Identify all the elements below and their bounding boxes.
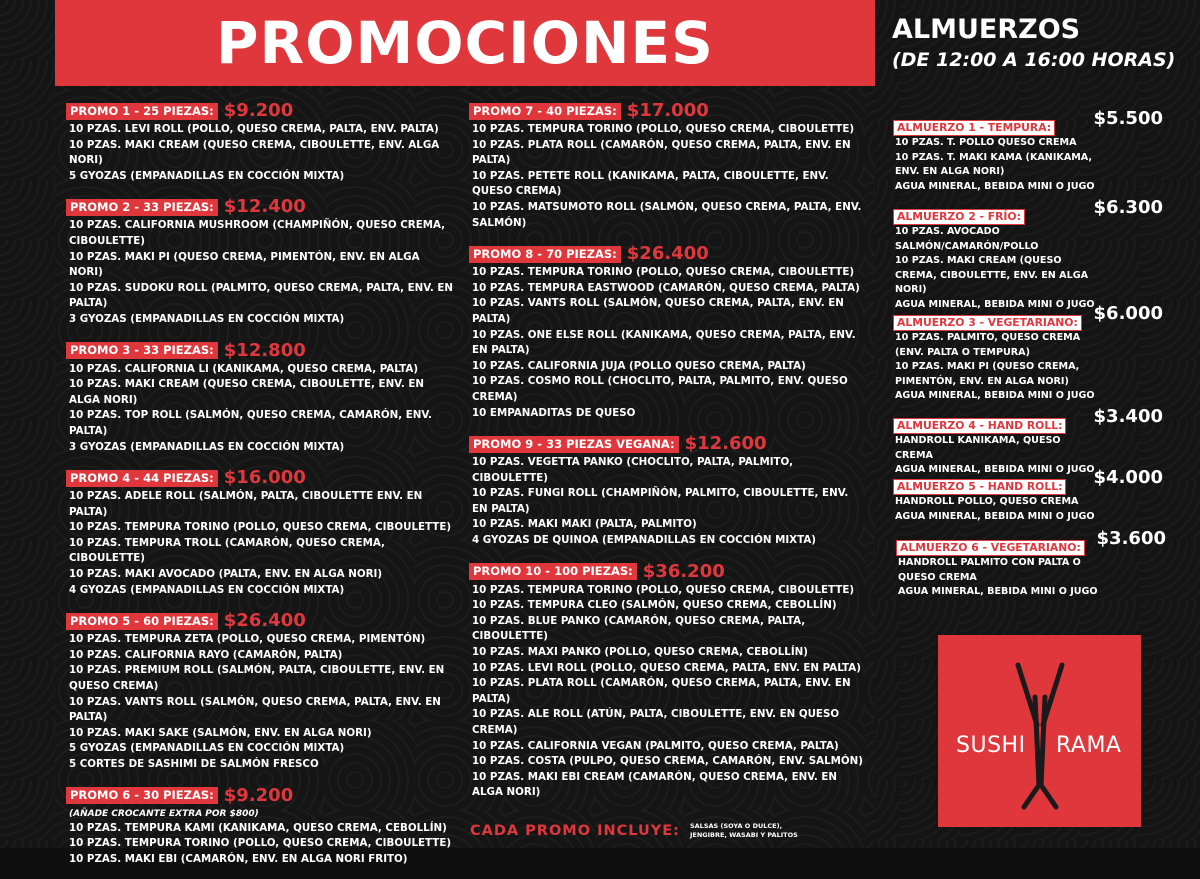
promo-item: 10 PZAS. FUNGI ROLL (CHAMPIÑÓN, PALMITO, CIBOULETTE, ENV. EN PALTA): [472, 487, 849, 515]
promo-price: $12.400: [223, 196, 306, 218]
chopsticks-icon: [938, 635, 1141, 827]
promo-item: 5 GYOZAS (EMPANADILLAS EN COCCIÓN MIXTA): [69, 742, 345, 755]
lunch-block: [893, 108, 1193, 194]
promo-header: [66, 100, 456, 122]
promo-header: [469, 433, 864, 455]
promo-item: 10 PZAS. TOP ROLL (SALMÓN, QUESO CREMA, CAMARÓN, ENV. PALTA): [69, 409, 432, 437]
promo-block: [66, 196, 456, 327]
promo-item: 10 PZAS. TEMPURA TORINO (POLLO, QUESO CREMA, CIBOULETTE): [472, 583, 855, 596]
promo-block: [66, 100, 456, 184]
promo-item: 3 GYOZAS (EMPANADILLAS EN COCCIÓN MIXTA): [69, 312, 345, 325]
promo-item: 5 GYOZAS (EMPANADILLAS EN COCCIÓN MIXTA): [69, 169, 345, 182]
lunch-header: [896, 528, 1196, 556]
promo-label: PROMO 9 - 33 PIEZAS VEGANA:: [469, 436, 679, 453]
promo-item: 10 PZAS. MAKI PI (QUESO CREMA, PIMENTÓN, ENV. EN ALGA NORI): [69, 250, 420, 279]
promo-item: 10 PZAS. MAKI CREAM (QUESO CREMA, CIBOULETTE, ENV. ALGA NORI): [69, 138, 440, 167]
promo-item: 10 PZAS. CALIFORNIA VEGAN (PALMITO, QUESO CREMA, PALTA): [472, 739, 839, 752]
lunch-header: [893, 197, 1193, 225]
promo-item: 10 PZAS. PLATA ROLL (CAMARÓN, QUESO CREMA, PALTA, ENV. EN PALTA): [472, 677, 851, 705]
promo-note: (AÑADE CROCANTE EXTRA POR $800): [69, 808, 259, 819]
promo-item: 10 PZAS. MAKI MAKI (PALTA, PALMITO): [472, 518, 697, 531]
promo-header: [66, 467, 456, 489]
lunch-item: 10 PZAS. AVOCADO SALMÓN/CAMARÓN/POLLO: [895, 226, 1039, 252]
promo-block: [66, 340, 456, 456]
promo-item: 4 GYOZAS DE QUINOA (EMPANADILLAS EN COCCIÓN MIXTA): [472, 534, 816, 547]
promo-item: 10 PZAS. MATSUMOTO ROLL (SALMÓN, QUESO CREMA, PALTA, ENV. SALMÓN): [472, 200, 862, 229]
promo-header: [66, 340, 456, 362]
promo-item: 10 PZAS. LEVI ROLL (POLLO, QUESO CREMA, PALTA, ENV. EN PALTA): [472, 661, 861, 674]
promo-item: 10 PZAS. VANTS ROLL (SALMÓN, QUESO CREMA, PALTA, ENV. EN PALTA): [69, 695, 441, 724]
promo-item: 10 PZAS. TEMPURA ZETA (POLLO, QUESO CREMA, PIMENTÓN): [69, 633, 426, 646]
promo-item: 10 PZAS. MAKI EBI CREAM (CAMARÓN, QUESO CREMA, ENV. EN ALGA NORI): [472, 770, 838, 799]
lunch-header: [893, 406, 1193, 434]
lunch-title: ALMUERZOS: [892, 14, 1081, 45]
promo-footer: [470, 818, 870, 844]
promo-label: PROMO 6 - 30 PIEZAS:: [66, 787, 218, 804]
promo-item: 10 PZAS. CALIFORNIA MUSHROOM (CHAMPIÑÓN, QUESO CREMA, CIBOULETTE): [69, 219, 446, 247]
lunch-item: 10 PZAS. MAKI PI (QUESO CREMA, PIMENTÓN, ENV. EN ALGA NORI): [895, 361, 1080, 387]
promo-item: 10 PZAS. COSMO ROLL (CHOCLITO, PALTA, PALMITO, ENV. QUESO CREMA): [472, 375, 848, 403]
sushirama-logo: [938, 635, 1141, 827]
promo-item: 10 PZAS. MAKI EBI (CAMARÓN, ENV. EN ALGA NORI FRITO): [69, 852, 408, 865]
lunch-item: AGUA MINERAL, BEBIDA MINI O JUGO: [895, 464, 1095, 475]
promo-item: 10 PZAS. TEMPURA TORINO (POLLO, QUESO CREMA, CIBOULETTE): [472, 266, 855, 279]
logo-text-left: SUSHI: [956, 733, 1026, 758]
promo-label: PROMO 3 - 33 PIEZAS:: [66, 342, 218, 359]
promo-block: [66, 785, 456, 868]
lunch-block: [896, 528, 1196, 600]
lunch-price: $6.300: [1093, 197, 1163, 218]
lunch-item: 10 PZAS. PALMITO, QUESO CREMA (ENV. PALTA O TEMPURA): [895, 332, 1081, 358]
promo-label: PROMO 10 - 100 PIEZAS:: [469, 563, 637, 580]
promo-block: [469, 100, 864, 231]
lunch-item: HANDROLL KANIKAMA, QUESO CREMA: [895, 435, 1061, 461]
page-title: PROMOCIONES: [55, 0, 875, 86]
promo-item: 10 PZAS. PLATA ROLL (CAMARÓN, QUESO CREMA, PALTA, ENV. EN PALTA): [472, 138, 851, 167]
promo-item: 10 PZAS. VANTS ROLL (SALMÓN, QUESO CREMA, PALTA, ENV. EN PALTA): [472, 297, 844, 325]
logo-text-right: RAMA: [1056, 733, 1122, 758]
footer-note: [690, 822, 798, 840]
promo-item: 10 PZAS. TEMPURA KAMI (KANIKAMA, QUESO CREMA, CEBOLLÍN): [69, 821, 447, 834]
promo-header: [469, 243, 864, 265]
promo-item: 10 PZAS. TEMPURA TROLL (CAMARÓN, QUESO CREMA, CIBOULETTE): [69, 536, 385, 565]
lunch-item: 10 PZAS. T. POLLO QUESO CREMA: [895, 137, 1077, 148]
promo-price: $16.000: [223, 467, 306, 489]
promo-item: 10 PZAS. ADELE ROLL (SALMÓN, PALTA, CIBOULETTE ENV. EN PALTA): [69, 490, 423, 518]
lunch-item: AGUA MINERAL, BEBIDA MINI O JUGO: [895, 298, 1095, 310]
lunch-item: HANDROLL POLLO, QUESO CREMA: [895, 496, 1079, 507]
promo-price: $12.600: [684, 433, 767, 455]
lunch-item: HANDROLL PALMITO CON PALTA O QUESO CREMA: [898, 557, 1081, 583]
promo-item: 10 PZAS. PETETE ROLL (KANIKAMA, PALTA, CIBOULETTE, ENV. QUESO CREMA): [472, 169, 829, 198]
promo-label: PROMO 2 - 33 PIEZAS:: [66, 199, 218, 216]
promo-header: [469, 561, 864, 583]
lunch-subtitle: (DE 12:00 A 16:00 HORAS): [892, 49, 1176, 71]
lunch-label: ALMUERZO 1 - TEMPURA:: [893, 120, 1055, 136]
promo-item: 10 PZAS. TEMPURA EASTWOOD (CAMARÓN, QUESO CREMA, PALTA): [472, 281, 860, 294]
footer-label: CADA PROMO INCLUYE:: [470, 823, 680, 839]
promo-block: [469, 561, 864, 801]
lunch-price: $3.400: [1093, 406, 1163, 427]
promo-item: 10 PZAS. ALE ROLL (ATÚN, PALTA, CIBOULETTE, ENV. EN QUESO CREMA): [472, 708, 840, 736]
promo-item: 10 PZAS. CALIFORNIA JUJA (POLLO QUESO CREMA, PALTA): [472, 359, 806, 372]
promo-block: [66, 467, 456, 598]
promo-block: [66, 610, 456, 772]
promo-item: 10 PZAS. TEMPURA CLEO (SALMÓN, QUESO CREMA, CEBOLLÍN): [472, 599, 837, 612]
promo-column-middle: [469, 100, 864, 813]
promo-item: 10 PZAS. TEMPURA TORINO (POLLO, QUESO CREMA, CIBOULETTE): [69, 521, 452, 534]
lunch-header: [893, 108, 1193, 136]
lunch-price: $4.000: [1093, 467, 1163, 488]
promo-header: [66, 785, 456, 807]
promo-price: $9.200: [223, 100, 294, 121]
lunch-item: AGUA MINERAL, BEBIDA MINI O JUGO: [895, 180, 1095, 192]
promo-item: 10 PZAS. COSTA (PULPO, QUESO CREMA, CAMARÓN, ENV. SALMÓN): [472, 755, 863, 768]
lunch-label: ALMUERZO 2 - FRÍO:: [893, 209, 1025, 225]
lunch-item: AGUA MINERAL, BEBIDA MINI O JUGO: [898, 586, 1098, 597]
promo-item: 3 GYOZAS (EMPANADILLAS EN COCCIÓN MIXTA): [69, 440, 345, 453]
promo-price: $9.200: [223, 784, 294, 806]
promo-price: $12.800: [223, 339, 306, 361]
lunch-block: [893, 303, 1193, 404]
promo-block: [469, 433, 864, 549]
promo-item: 10 PZAS. LEVI ROLL (POLLO, QUESO CREMA, PALTA, ENV. PALTA): [69, 123, 439, 135]
lunch-item: AGUA MINERAL, BEBIDA MINI O JUGO: [895, 390, 1095, 401]
lunch-label: ALMUERZO 3 - VEGETARIANO:: [893, 315, 1082, 331]
promo-item: 10 PZAS. ONE ELSE ROLL (KANIKAMA, QUESO CREMA, PALTA, ENV. EN PALTA): [472, 328, 856, 357]
promo-item: 10 PZAS. TEMPURA TORINO (POLLO, QUESO CREMA, CIBOULETTE): [69, 837, 452, 850]
promo-item: 10 PZAS. TEMPURA TORINO (POLLO, QUESO CREMA, CIBOULETTE): [472, 123, 855, 135]
lunch-price: $3.600: [1096, 528, 1166, 549]
lunch-label: ALMUERZO 4 - HAND ROLL:: [893, 418, 1066, 434]
promo-block: [469, 243, 864, 421]
promo-label: PROMO 7 - 40 PIEZAS:: [469, 103, 621, 120]
promo-item: 10 PZAS. MAKI SAKE (SALMÓN, ENV. EN ALGA NORI): [69, 726, 372, 739]
promo-header: [66, 610, 456, 632]
promo-item: 10 PZAS. CALIFORNIA LI (KANIKAMA, QUESO CREMA, PALTA): [69, 362, 419, 375]
promo-item: 4 GYOZAS (EMPANADILLAS EN COCCIÓN MIXTA): [69, 583, 345, 596]
promo-item: 5 CORTES DE SASHIMI DE SALMÓN FRESCO: [69, 758, 319, 770]
promo-header: [66, 196, 456, 218]
footer-note-line: SALSAS (SOYA O DULCE),: [689, 822, 783, 830]
lunch-price: $6.000: [1093, 303, 1163, 324]
promo-price: $36.200: [642, 560, 725, 582]
lunch-price: $5.500: [1093, 108, 1163, 129]
lunch-item: AGUA MINERAL, BEBIDA MINI O JUGO: [895, 510, 1095, 522]
promo-price: $26.400: [626, 243, 709, 265]
promo-label: PROMO 1 - 25 PIEZAS:: [66, 103, 218, 120]
promo-item: 10 PZAS. MAXI PANKO (POLLO, QUESO CREMA, CEBOLLÍN): [472, 646, 809, 659]
promo-item: 10 PZAS. VEGETTA PANKO (CHOCLITO, PALTA, PALMITO, CIBOULETTE): [472, 456, 793, 484]
promo-label: PROMO 4 - 44 PIEZAS:: [66, 470, 218, 487]
promo-item: 10 PZAS. MAKI AVOCADO (PALTA, ENV. EN ALGA NORI): [69, 568, 383, 581]
promo-header: [469, 100, 864, 122]
promo-item: 10 EMPANADITAS DE QUESO: [472, 406, 636, 419]
lunch-item: 10 PZAS. T. MAKI KAMA (KANIKAMA, ENV. EN ALGA NORI): [895, 151, 1093, 177]
lunch-block: [893, 197, 1193, 312]
promo-item: 10 PZAS. MAKI CREAM (QUESO CREMA, CIBOULETTE, ENV. EN ALGA NORI): [69, 378, 424, 406]
lunch-label: ALMUERZO 5 - HAND ROLL:: [893, 479, 1066, 495]
promo-item: 10 PZAS. PREMIUM ROLL (SALMÓN, PALTA, CIBOULETTE, ENV. EN QUESO CREMA): [69, 664, 445, 693]
promo-label: PROMO 8 - 70 PIEZAS:: [469, 246, 621, 263]
promo-item: 10 PZAS. CALIFORNIA RAYO (CAMARÓN, PALTA): [69, 648, 343, 661]
promo-item: 10 PZAS. BLUE PANKO (CAMARÓN, QUESO CREMA, PALTA, CIBOULETTE): [472, 614, 806, 643]
promo-column-left: [66, 100, 456, 879]
promo-item: 10 PZAS. SUDOKU ROLL (PALMITO, QUESO CREMA, PALTA, ENV. EN PALTA): [69, 281, 454, 310]
footer-note-line: JENGIBRE, WASABI Y PALITOS: [689, 831, 798, 839]
promo-price: $17.000: [626, 100, 709, 121]
lunch-block: [893, 467, 1193, 524]
lunch-label: ALMUERZO 6 - VEGETARIANO:: [896, 540, 1085, 556]
promo-label: PROMO 5 - 60 PIEZAS:: [66, 613, 218, 630]
lunch-item: 10 PZAS. MAKI CREAM (QUESO CREMA, CIBOULETTE, ENV. EN ALGA NORI): [895, 255, 1089, 295]
promo-price: $26.400: [223, 610, 306, 632]
